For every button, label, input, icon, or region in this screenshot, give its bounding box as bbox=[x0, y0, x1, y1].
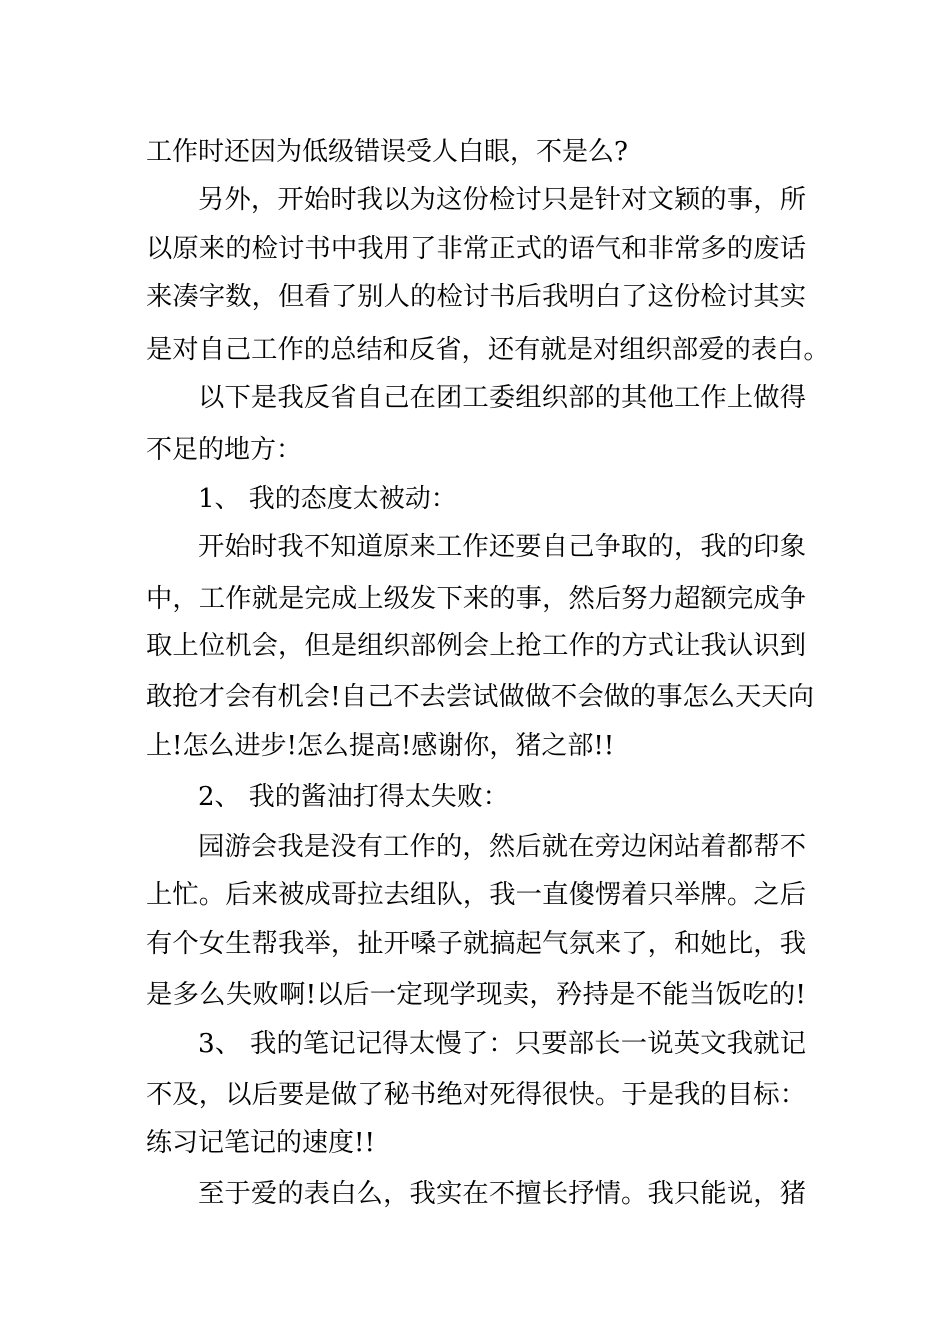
text-line: 上!怎么进步!怎么提高!感谢你，猪之部!! bbox=[146, 731, 615, 761]
list-item-heading: 3、 我的笔记记得太慢了：只要部长一说英文我就记 bbox=[198, 1029, 806, 1059]
text-line: 上忙。后来被成哥拉去组队，我一直傻愣着只举牌。之后 bbox=[146, 880, 806, 910]
text-line: 练习记笔记的速度!! bbox=[146, 1128, 375, 1158]
list-item-heading: 2、 我的酱油打得太失败： bbox=[198, 782, 509, 812]
text-line: 以下是我反省自己在团工委组织部的其他工作上做得 bbox=[198, 383, 806, 413]
text-line: 园游会我是没有工作的，然后就在旁边闲站着都帮不 bbox=[198, 832, 806, 862]
text-line: 是对自己工作的总结和反省，还有就是对组织部爱的表白。 bbox=[146, 335, 830, 365]
text-line: 是多么失败啊!以后一定现学现卖，矜持是不能当饭吃的! bbox=[146, 980, 806, 1010]
text-line: 至于爱的表白么，我实在不擅长抒情。我只能说，猪 bbox=[198, 1179, 806, 1209]
text-line: 中，工作就是完成上级发下来的事，然后努力超额完成争 bbox=[146, 584, 806, 614]
text-line: 以原来的检讨书中我用了非常正式的语气和非常多的废话 bbox=[146, 234, 806, 264]
text-line: 工作时还因为低级错误受人白眼，不是么? bbox=[146, 137, 628, 167]
text-line: 另外，开始时我以为这份检讨只是针对文颖的事，所 bbox=[198, 185, 806, 215]
list-item-heading: 1、 我的态度太被动： bbox=[198, 484, 457, 514]
text-line: 取上位机会，但是组织部例会上抢工作的方式让我认识到 bbox=[146, 631, 806, 661]
text-line: 有个女生帮我举，扯开嗓子就搞起气氛来了，和她比，我 bbox=[146, 929, 806, 959]
text-line: 不足的地方： bbox=[146, 435, 303, 465]
text-line: 来凑字数，但看了别人的检讨书后我明白了这份检讨其实 bbox=[146, 282, 806, 312]
text-line: 敢抢才会有机会!自己不去尝试做做不会做的事怎么天天向 bbox=[146, 682, 814, 712]
text-line: 不及，以后要是做了秘书绝对死得很快。于是我的目标： bbox=[146, 1080, 806, 1110]
text-line: 开始时我不知道原来工作还要自己争取的，我的印象 bbox=[198, 532, 806, 562]
